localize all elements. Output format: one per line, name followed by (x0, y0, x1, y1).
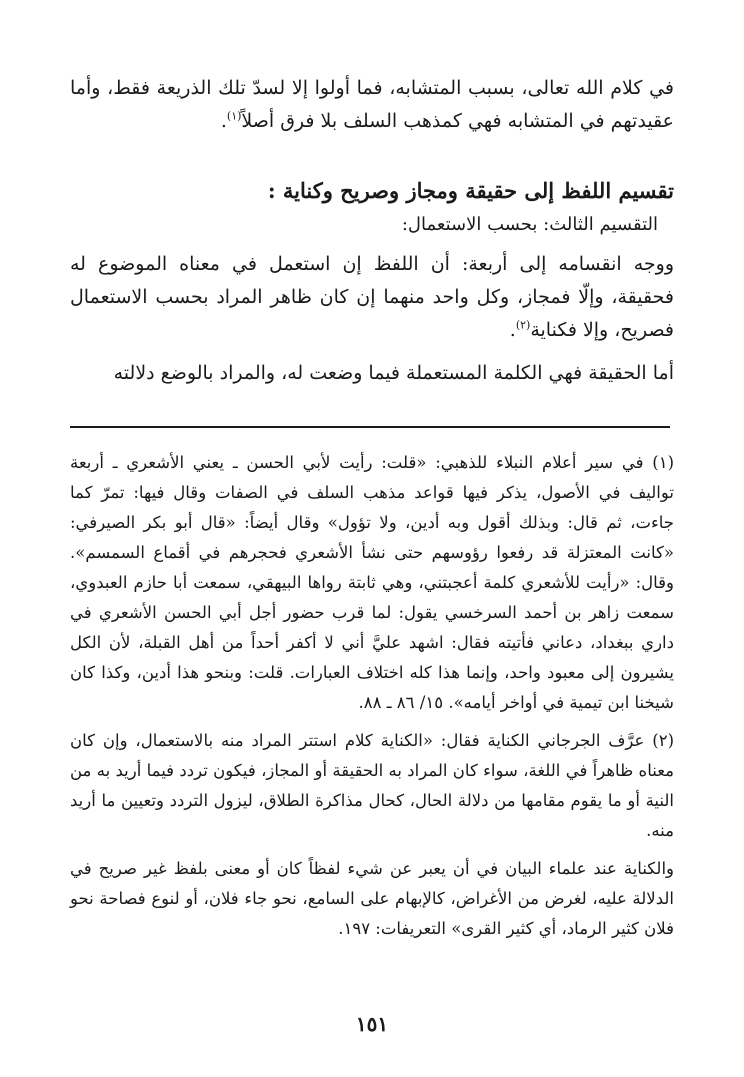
subheading: التقسيم الثالث: بحسب الاستعمال: (401, 214, 658, 235)
section-heading: تقسيم اللفظ إلى حقيقة ومجاز وصريح وكناية : (267, 178, 674, 203)
paragraph-text: في كلام الله تعالى، بسبب المتشابه، فما أولوا إلا لسدّ تلك الذريعة فقط، وأما عقيدتهم في المتشابه فهي كمذهب السلف بلا فرق أصلاً (70, 77, 674, 132)
paragraph-continuation (70, 72, 674, 138)
paragraph-end: . (220, 110, 227, 132)
paragraph-text: ووجه انقسامه إلى أربعة: أن اللفظ إن استعمل في معناه الموضوع له فحقيقة، وإلّا فمجاز، وكل واحد منهما إن كان ظاهر المراد بحسب الاستعمال فصريح، وإلا فكناية (70, 253, 674, 341)
paragraph-end: . (509, 319, 516, 341)
footnote-divider (70, 426, 674, 428)
main-text (70, 72, 674, 390)
page-number: ١٥١ (355, 1012, 389, 1036)
footnote-1: (١) في سير أعلام النبلاء للذهبي: «قلت: رأيت لأبي الحسن ـ يعني الأشعري ـ أربعة تواليف في الأصول، يذكر فيها قواعد مذهب السلف في الصفات وقال فيها: تمرّ كما جاءت، ثم قال: وبذلك أقول وبه أدين، ولا تؤول» وقال أيضاً: «قال أبو بكر الصيرفي: «كانت المعتزلة قد رفعوا رؤوسهم حتى نشأ الأشعري فحجرهم في أقماع السمسم». وقال: «رأيت للأشعري كلمة أعجبتني، وهي ثابتة رواها البيهقي، سمعت أبا حازم العبدوي، سمعت زاهر بن أحمد السرخسي يقول: لما قرب حضور أجل أبي الحسن الأشعري في داري ببغداد، دعاني فأتيته فقال: اشهد عليَّ أني لا أكفر أحداً من أهل القبلة، لأن الكل يشيرون إلى معبود واحد، وإنما هذا كله اختلاف العبارات. قلت: وبنحو هذا أدين، وكذا كان شيخنا ابن تيمية في أواخر أيامه». ١٥/ ٨٦ ـ ٨٨. (70, 453, 674, 712)
footnotes (70, 448, 674, 944)
book-page (70, 72, 674, 952)
paragraph-division (70, 248, 674, 347)
paragraph-haqiqa: أما الحقيقة فهي الكلمة المستعملة فيما وضعت له، والمراد بالوضع دلالته (113, 362, 674, 384)
footnote-ref-1: (١) (226, 109, 242, 123)
footnote-ref-2: (٢) (515, 318, 531, 332)
footnote-2-continuation: والكناية عند علماء البيان في أن يعبر عن شيء لفظاً كان أو معنى بلفظ غير صريح في الدلالة عليه، لغرض من الأغراض، كالإبهام على السامع، نحو جاء فلان، أو لنوع فصاحة نحو فلان كثير الرماد، أي كثير القرى» التعريفات: ١٩٧. (70, 859, 674, 938)
footnote-2: (٢) عرَّف الجرجاني الكناية فقال: «الكناية كلام استتر المراد منه بالاستعمال، وإن كان معناه ظاهراً في اللغة، سواء كان المراد به الحقيقة أو المجاز، فيكون تردد فيما أريد به من النية أو ما يقوم مقامها من دلالة الحال، كحال مذاكرة الطلاق، ليزول التردد وتعيين ما أريد منه. (70, 731, 674, 840)
